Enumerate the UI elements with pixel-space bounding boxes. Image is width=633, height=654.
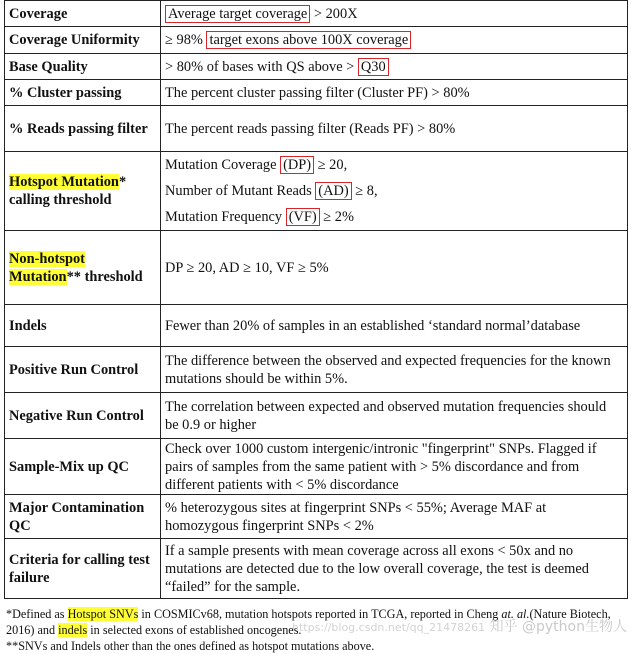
row-label-cell <box>5 80 161 106</box>
value-text: ≥ 2% <box>319 209 354 225</box>
row-value-cell <box>161 539 628 599</box>
table-row <box>5 1 628 27</box>
row-label-highlight: Hotspot Mutation <box>9 174 119 190</box>
row-value-cell <box>161 54 628 80</box>
row-label-cell <box>5 106 161 152</box>
row-label-cell <box>5 27 161 54</box>
footnote-1-text-c: (Nature Biotech, 2016) and <box>6 607 611 637</box>
table-row <box>5 27 628 54</box>
table-row <box>5 152 628 231</box>
row-value-cell <box>161 1 628 27</box>
row-label: Positive Run Control <box>9 361 139 378</box>
row-value-cell <box>161 27 628 54</box>
row-label-cell <box>5 54 161 80</box>
row-value-cell <box>161 106 628 152</box>
table-row <box>5 439 628 495</box>
row-label: % Reads passing filter <box>9 120 148 137</box>
row-label-highlight: Non-hotspot Mutation <box>9 250 85 285</box>
row-label-rest: ** threshold <box>66 268 143 285</box>
value-text: % heterozygous sites at fingerprint SNPs < 55%; Average MAF at homozygous fingerprint SNPs < 2% <box>165 499 547 534</box>
row-label-cell <box>5 495 161 539</box>
value-line <box>165 178 623 204</box>
footnote-indels-highlight: indels <box>58 623 88 637</box>
value-text: The percent cluster passing filter (Cluster PF) > 80% <box>165 84 470 101</box>
row-label-cell <box>5 539 161 599</box>
footnote-1-text-d: in selected exons of established oncogenes. <box>87 623 302 637</box>
table-body <box>5 1 628 599</box>
row-label-cell <box>5 305 161 347</box>
watermark <box>292 616 627 636</box>
row-label: Coverage <box>9 5 68 22</box>
table-row <box>5 231 628 305</box>
table-row <box>5 54 628 80</box>
row-label: Criteria for calling test failure <box>9 551 150 586</box>
value-text: Check over 1000 custom intergenic/intronic "fingerprint" SNPs. Flagged if pairs of samples from the same patient with > 5% discordance and from different patients with < 5% discordance <box>165 440 597 493</box>
value-text: The correlation between expected and observed mutation frequencies should be 0.9 or higher <box>165 398 607 433</box>
value-text: ≥ 98% <box>165 32 207 48</box>
value-text: DP ≥ 20, AD ≥ 10, VF ≥ 5% <box>165 259 329 276</box>
row-label: % Cluster passing <box>9 84 122 101</box>
value-text: The difference between the observed and expected frequencies for the known mutations should be within 5%. <box>165 352 611 387</box>
footnote-1-text-a: *Defined as <box>6 607 68 621</box>
row-value-cell <box>161 495 628 539</box>
row-label-cell <box>5 1 161 27</box>
row-label: Base Quality <box>9 58 88 75</box>
value-boxed-term: Q30 <box>358 58 389 76</box>
row-value-cell <box>161 305 628 347</box>
row-label: Major Contamination QC <box>9 499 145 534</box>
table-row <box>5 347 628 393</box>
row-label-cell <box>5 347 161 393</box>
watermark-author: 知乎 @python生物人 <box>489 619 627 635</box>
table-row <box>5 539 628 599</box>
value-text: > 80% of bases with QS above > <box>165 58 358 75</box>
value-text: > 200X <box>310 5 358 22</box>
table-row <box>5 80 628 106</box>
value-text: If a sample presents with mean coverage across all exons < 50x and no mutations are detected due to the low overall coverage, the test is deemed “failed” for the sample. <box>165 542 589 595</box>
table-row <box>5 106 628 152</box>
row-label: Sample-Mix up QC <box>9 458 129 475</box>
value-boxed-term: target exons above 100X coverage <box>206 31 411 49</box>
footnote-1-italic: at. al. <box>501 607 530 621</box>
value-text: Mutation Frequency <box>165 209 286 225</box>
value-boxed-term: Average target coverage <box>165 5 310 23</box>
value-boxed-term: (DP) <box>280 156 314 174</box>
row-value-cell <box>161 439 628 495</box>
table-row <box>5 495 628 539</box>
row-value-cell <box>161 347 628 393</box>
row-label: Coverage Uniformity <box>9 32 140 48</box>
row-label-cell <box>5 393 161 439</box>
row-value-cell <box>161 393 628 439</box>
row-value-cell <box>161 80 628 106</box>
value-text: The percent reads passing filter (Reads PF) > 80% <box>165 120 456 137</box>
footnote-hotspot-snvs-highlight: Hotspot SNVs <box>67 607 139 621</box>
row-label: Indels <box>9 317 47 334</box>
value-text: ≥ 20, <box>314 157 348 173</box>
row-label-cell <box>5 439 161 495</box>
row-label: Negative Run Control <box>9 407 144 424</box>
row-label-cell <box>5 231 161 305</box>
table-row <box>5 393 628 439</box>
row-value-cell <box>161 152 628 231</box>
row-value-cell <box>161 231 628 305</box>
table-row <box>5 305 628 347</box>
value-boxed-term: (AD) <box>315 182 351 200</box>
value-line <box>165 152 623 178</box>
value-text: Number of Mutant Reads <box>165 183 316 199</box>
footnote-1-text-b: in COSMICv68, mutation hotspots reported in TCGA, reported in Cheng <box>138 607 502 621</box>
value-line <box>165 204 623 230</box>
value-text: Fewer than 20% of samples in an established ‘standard normal’database <box>165 317 581 334</box>
row-label-rest: * calling threshold <box>9 174 127 208</box>
value-text: Mutation Coverage <box>165 157 281 173</box>
value-boxed-term: (VF) <box>286 208 320 226</box>
watermark-url: https://blog.csdn.net/qq_21478261 <box>291 621 486 634</box>
qc-criteria-table <box>4 0 628 599</box>
row-label-cell <box>5 152 161 231</box>
footnote-2: **SNVs and Indels other than the ones defined as hotspot mutations above. <box>6 639 375 653</box>
value-text: ≥ 8, <box>351 183 378 199</box>
